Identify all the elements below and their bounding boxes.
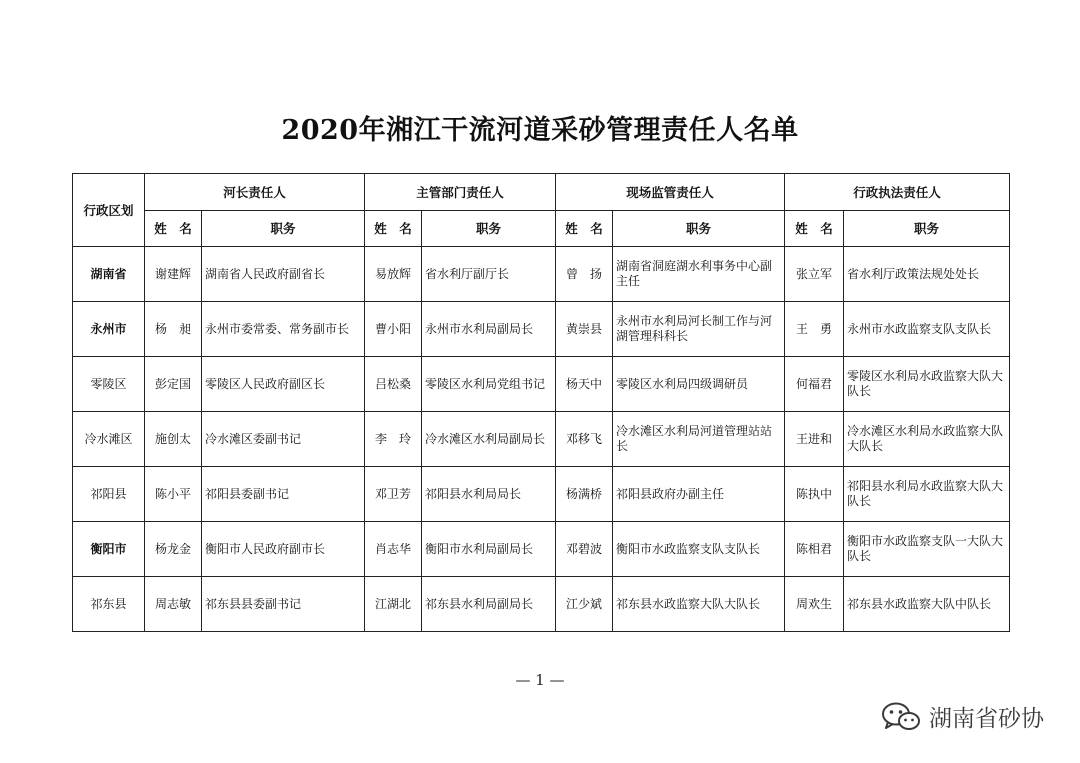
position-cell: 祁东县水政监察大队中队长 [844,577,1010,632]
name-cell: 彭定国 [145,357,202,412]
position-cell: 省水利厅副厅长 [422,247,556,302]
name-cell: 杨天中 [556,357,613,412]
table-row [73,302,1010,357]
position-cell: 祁东县县委副书记 [202,577,365,632]
position-cell: 冷水滩区水利局河道管理站站长 [613,412,785,467]
header-region: 行政区划 [73,174,145,247]
wechat-icon [881,701,921,733]
header-name: 姓 名 [556,211,613,247]
name-cell: 张立军 [785,247,844,302]
name-cell: 谢建辉 [145,247,202,302]
header-name: 姓 名 [785,211,844,247]
table-row [73,412,1010,467]
name-cell: 江湖北 [365,577,422,632]
region-cell: 衡阳市 [73,522,145,577]
position-cell: 湖南省人民政府副省长 [202,247,365,302]
name-cell: 周志敏 [145,577,202,632]
roster-body [73,247,1010,632]
position-cell: 祁东县水政监察大队大队长 [613,577,785,632]
name-cell: 曹小阳 [365,302,422,357]
watermark-text: 湖南省砂协 [929,706,1044,732]
watermark [881,700,1044,733]
table-row [73,357,1010,412]
position-cell: 祁阳县政府办副主任 [613,467,785,522]
name-cell: 陈执中 [785,467,844,522]
page-number: — 1 — [515,671,565,689]
region-cell: 祁东县 [73,577,145,632]
position-cell: 冷水滩区水利局副局长 [422,412,556,467]
name-cell: 黄崇县 [556,302,613,357]
name-cell: 肖志华 [365,522,422,577]
name-cell: 何福君 [785,357,844,412]
position-cell: 永州市委常委、常务副市长 [202,302,365,357]
position-cell: 零陵区水利局水政监察大队大队长 [844,357,1010,412]
name-cell: 曾 扬 [556,247,613,302]
header-group: 现场监管责任人 [556,174,785,211]
position-cell: 零陵区水利局党组书记 [422,357,556,412]
position-cell: 省水利厅政策法规处处长 [844,247,1010,302]
name-cell: 周欢生 [785,577,844,632]
position-cell: 祁阳县委副书记 [202,467,365,522]
position-cell: 祁东县水利局副局长 [422,577,556,632]
page-title: 2020年湘江干流河道采砂管理责任人名单 [281,115,799,146]
name-cell: 陈相君 [785,522,844,577]
table-row [73,247,1010,302]
name-cell: 邓移飞 [556,412,613,467]
position-cell: 祁阳县水利局水政监察大队大队长 [844,467,1010,522]
name-cell: 杨龙金 [145,522,202,577]
header-group: 行政执法责任人 [785,174,1010,211]
table-row [73,467,1010,522]
name-cell: 邓碧波 [556,522,613,577]
position-cell: 永州市水利局副局长 [422,302,556,357]
position-cell: 衡阳市水利局副局长 [422,522,556,577]
roster-table [72,173,1010,632]
header-position: 职务 [613,211,785,247]
position-cell: 永州市水政监察支队支队长 [844,302,1010,357]
name-cell: 杨满桥 [556,467,613,522]
name-cell: 杨 昶 [145,302,202,357]
position-cell: 衡阳市人民政府副市长 [202,522,365,577]
header-name: 姓 名 [365,211,422,247]
position-cell: 祁阳县水利局局长 [422,467,556,522]
name-cell: 吕松桑 [365,357,422,412]
position-cell: 零陵区水利局四级调研员 [613,357,785,412]
header-position: 职务 [422,211,556,247]
position-cell: 永州市水利局河长制工作与河湖管理科科长 [613,302,785,357]
name-cell: 邓卫芳 [365,467,422,522]
name-cell: 王进和 [785,412,844,467]
position-cell: 湖南省洞庭湖水利事务中心副主任 [613,247,785,302]
table-row [73,522,1010,577]
header-position: 职务 [202,211,365,247]
name-cell: 易放辉 [365,247,422,302]
position-cell: 衡阳市水政监察支队支队长 [613,522,785,577]
name-cell: 施创太 [145,412,202,467]
header-group: 主管部门责任人 [365,174,556,211]
position-cell: 衡阳市水政监察支队一大队大队长 [844,522,1010,577]
position-cell: 冷水滩区水利局水政监察大队大队长 [844,412,1010,467]
name-cell: 李 玲 [365,412,422,467]
header-position: 职务 [844,211,1010,247]
region-cell: 祁阳县 [73,467,145,522]
name-cell: 江少斌 [556,577,613,632]
region-cell: 冷水滩区 [73,412,145,467]
name-cell: 王 勇 [785,302,844,357]
header-group: 河长责任人 [145,174,365,211]
header-name: 姓 名 [145,211,202,247]
table-row [73,577,1010,632]
region-cell: 零陵区 [73,357,145,412]
region-cell: 永州市 [73,302,145,357]
position-cell: 冷水滩区委副书记 [202,412,365,467]
name-cell: 陈小平 [145,467,202,522]
position-cell: 零陵区人民政府副区长 [202,357,365,412]
region-cell: 湖南省 [73,247,145,302]
